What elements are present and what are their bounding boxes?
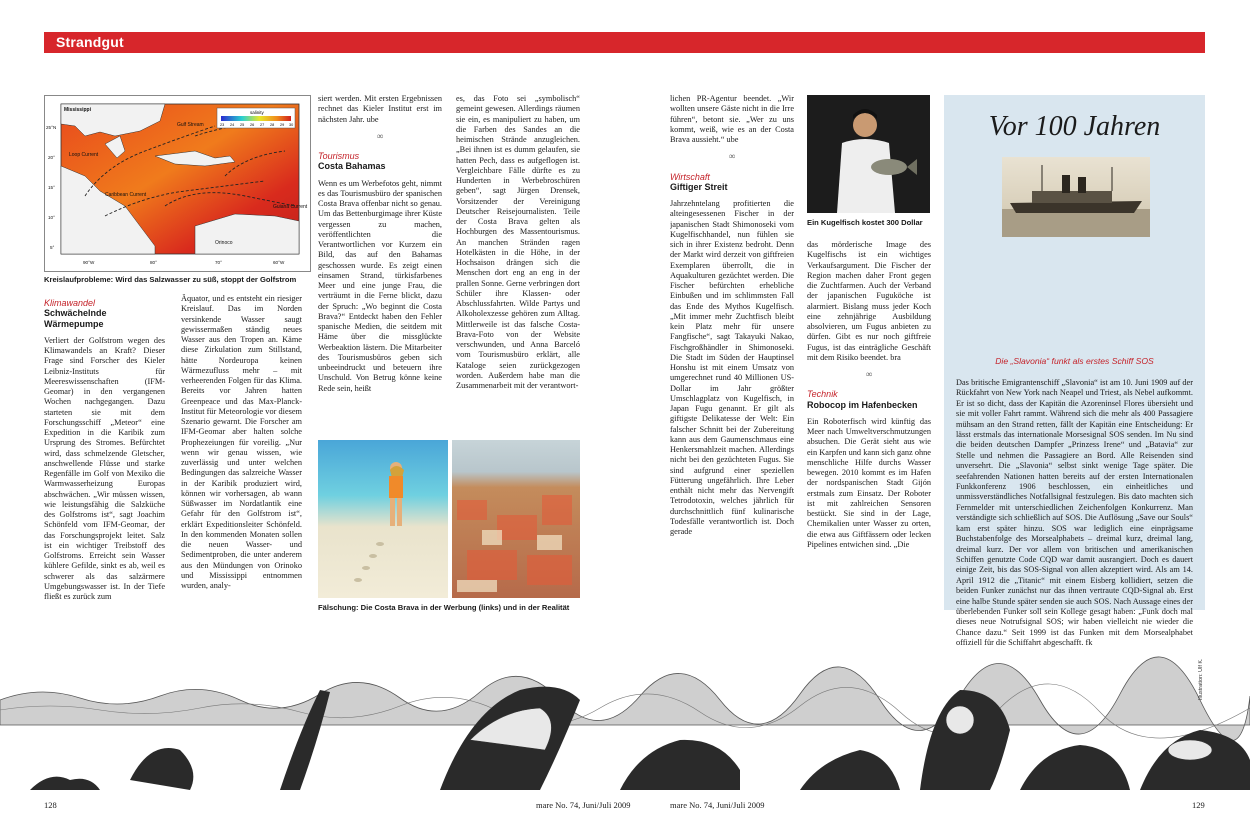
article-body: das mörderische Image des Kugelfischs ist ein wichtiges Verkaufsargument. Die Fischer der Region machen daher Front gegen die Zuchtfarmen. Auch der Verband der japanischen Fuguköche ist alarmiert. Bislang muss jeder Koch eine zehnjährige Ausbildung absolvieren, um Fugus anbieten zu dürfen. Gibt es nur noch giftfreie Fugus, ist das einträgliche Geschäft mit dem Risiko beendet. bra [807,240,931,362]
article-headline: Robocop im Hafenbecken [807,399,918,410]
lon-label: 90°W [83,260,95,265]
lon-label: 80° [150,260,157,265]
sea-creatures-illustration [0,630,1250,800]
map-current-label: Orinoco [215,240,233,246]
legend-tick: 29 [280,123,285,127]
article-kicker: Tourismus [318,151,360,161]
article-headline: Schwächelnde Wärmepumpe [44,308,107,329]
map-region-label: Mississippi [64,107,91,113]
history-sidebar [944,95,1205,648]
page-number-right: 129 [1192,800,1205,810]
legend-tick: 27 [260,123,265,127]
separator-icon: ∞ [376,130,384,141]
article-kicker: Wirtschaft [670,171,710,182]
sidebar-title: Vor 100 Jahren [988,111,1161,142]
map-current-label: Loop Current [69,152,99,158]
legend-tick: 23 [220,123,225,127]
legend-tick: 28 [270,123,275,127]
separator-icon: ∞ [728,151,736,162]
map-current-label: Guiana Current [273,204,308,210]
article-klimawandel-col2 [181,294,302,614]
legend-tick: 26 [250,123,255,127]
lat-label: 5° [50,245,55,250]
article-wirtschaft-col2 [807,240,931,614]
legend-title: salinity [250,110,264,115]
article-body: lichen PR-Agentur beendet. „Wir wollten unsere Gäste nicht in die Irre führen“, betont sie. „Wer zu uns kommt, weiß, wie es an der Costa Brava aussieht.“ ube [670,94,794,144]
steamship-icon [1002,157,1150,237]
chef-photo [807,95,930,213]
article-tourismus-col2 [456,94,580,434]
article-body: Wenn es um Werbefotos geht, nimmt es das Tourismusbüro der spanischen Costa Brava offenbar nicht so genau. Um das Bettenburgimage ihrer Küste vergessen zu machen, veröffentlichten die Verantwortlichen vor Kurzem ein Bild, das auf den Bahamas geschossen wurde. Es zeigt einen einsamen Strand, türkisfarbenes Meer und eine junge Frau, die verträumt in die Ferne blickt, dazu der Spruch: „Wo beginnt die Costa Brava?“ Entdeckt haben den Fehler spanische Medien, die seitdem mit Häme über die missglückte Werbeaktion lästern. Die Mitarbeiter des Tourismusbüros geben sich unbeeindruckt und beteuern ihre Unschuld. Von Betrug könne keine Rede sein, heißt [318,178,442,393]
chef-with-fish-icon [807,95,930,213]
separator-icon: ∞ [865,369,873,379]
lat-label: 20° [48,155,55,160]
legend-tick: 24 [230,123,235,127]
woman-on-beach-icon [318,440,448,598]
lat-label: 15° [48,185,55,190]
issue-line-right: mare No. 74, Juni/Juli 2009 [670,800,765,810]
sidebar-kicker: Die „Slavonia“ funkt als erstes Schiff SOS [995,356,1154,366]
lat-label: 25°N [46,125,57,130]
article-headline: Giftiger Streit [670,181,728,192]
legend-tick: 30 [289,123,294,127]
beach-photo-advert [318,440,448,598]
map-current-label: Gulf Stream [177,122,204,128]
sidebar-body: Das britische Emigrantenschiff „Slavonia“ ist am 10. Juni 1909 auf der Rückfahrt von New York nach Neapel und Triest, als Nebel aufkommt. Er ist so dicht, dass der Kapitän die Azoreninsel Flores übersieht und sie mit voller Fahrt rammt. Während sich die mehr als 400 Passagiere mühsam an den Strand retten, fällt der Kapitän eine Entscheidung: Er lässt erstmals das internationale Morsesignal SOS senden. Im Nu sind die beiden deutschen Dampfer „Prinzess Irene“ und „Batavia“ zur Stelle und nehmen die Passagiere an Bord. Alle Reisenden sind unversehrt. Die „Slavonia“ selbst sinkt wenige Tage später. Die seefahrenden Nationen hatten bereits auf der ersten Internationalen Funkkonferenz 1906 beschlossen, ein einheitliches und unmissverständliches Notfallsignal festzulegen. Bis dato machten sich Fernmelder mit unterschiedlichen Zeichenfolgen Konkurrenz. Man verständigte sich schließlich auf SOS. Die Auflösung „Save our Souls“ kam erst später hinzu. SOS war lediglich eine einprägsame Buchstabenfolge des Morsealphabets – dreimal kurz, dreimal lang, dreimal kurz. Der vor allem von britischen und amerikanischen Schiffen genutzte Code CQD war damit ausrangiert. Doch es dauert einige Zeit, bis das SOS-Signal von allen akzeptiert wird. Als am 14. April 1912 die „Titanic“ mit einem Eisberg kollidiert, setzen die beiden Funker zunächst nur das ihnen vertraute CQD-Signal ab. Erst eine halbe Stunde später senden sie auch SOS. Nach Aussage eines der überlebenden Funker soll sein Kollege gesagt haben: „Funk doch mal dieses neue Notrufsignal SOS; wir haben vielleicht nie wieder die Chance dazu.“ Seit 1999 ist das Funken mit dem Morsealphabet offiziell für die Schiffahrt abgeschafft. fk [956,378,1193,648]
article-body: Ein Roboterfisch wird künftig das Meer nach Umweltverschmutzungen absuchen. Die Gerät sieht aus wie ein Karpfen und kann sich ganz ohne menschliche Hilfe durchs Wasser bewegen. 2010 kommt es im Hafen der nordspanischen Stadt Gijón erstmals zum Einsatz. Der Roboter ist mit zahlreichen Sensoren bestückt. Sie sind in der Lage, Chemikalien unter Wasser zu orten, die etwa aus Giftfässern oder lecken Pipelines entwichen sind. „Die [807,416,931,549]
lon-label: 60°W [273,260,285,265]
salinity-map [44,95,311,272]
illustration-credit: Illustration: Ulf K. [1198,658,1204,700]
article-kicker: Klimawandel [44,298,96,308]
chef-caption: Ein Kugelfisch kostet 300 Dollar [807,218,923,227]
map-caption: Kreislaufprobleme: Wird das Salzwasser zu süß, stoppt der Golfstrom [44,275,297,284]
crowded-beach-photo [452,440,580,598]
section-banner [44,32,1205,53]
article-body: Äquator, und es entsteht ein riesiger Kreislauf. Das im Norden versinkende Wasser saugt gewissermaßen ständig neues Wasser aus den Tropen an. Käme diese Zirkulation zum Stillstand, hätte Nordeuropa keinen Wärmezufluss mehr – mit verheerenden Folgen für das Klima. Bereits vor Jahren hatten Greenpeace und das Max-Planck-Institut für Meteorologie vor diesem Szenario gewarnt. Die Forscher am IFM-Geomar aber halten solche Prophezeiungen für voreilig. „Nur wenn wir genau wissen, wie zuverlässig und unter welchen Bedingungen das salzreiche Wasser in der Karibik produziert wird, können wir vorhersagen, ab wann Süßwasser im Nordatlantik eine Gefahr für den Golfstrom ist“, erklärt Expeditionsleiter Schönfeld. In den kommenden Monaten sollen die neuen Wasser- und Sedimentproben, die unter anderem aus den Mündungen von Orinoko und Mississippi entnommen wurden, analy- [181,294,302,590]
article-kicker: Technik [807,389,838,400]
crowd-icon [452,440,580,598]
page-number-left: 128 [44,800,57,810]
article-wirtschaft-col1 [670,94,794,614]
map-current-label: Caribbean Current [105,192,147,198]
section-title: Strandgut [56,34,124,50]
article-klimawandel-col1 [44,294,165,614]
article-headline: Costa Bahamas [318,161,386,172]
lat-label: 10° [48,215,55,220]
legend-tick: 25 [240,123,245,127]
article-body: es, das Foto sei „symbolisch“ gemeint gewesen. Allerdings räumen sie ein, es manipuliert zu haben, um die Farben des Sandes an die heimischen Strände anzugleichen. „Bei ihnen ist es dumm gelaufen, sie hatten Pech, dass es aufgeflogen ist. Vergleichbare Fälle dürfte es zu Hunderten in Werbebroschüren geben“, sagt Jürgen Drensek, Vorsitzender der Vereinigung Deutscher Reisejournalisten. Teile der Costa Brava gelten als Hochburgen des Massentourismus. An manchen Stränden ragen Hotelkästen in die Höhe, in der Hochsaison drängen sich die Menschen dort eng an eng in der prallen Sonne. Gerne verbringen dort Schüler ihre Klassen- oder Abschlussfahrten. Wilde Partys und Alkoholexzesse gehören zum Alltag. Mittlerweile ist das falsche Costa-Brava-Foto von der Website verschwunden, und Anna Barceló vom Tourismusbüro erklärt, alle Kataloge seien zurückgezogen worden. Außerdem habe man die Zusammenarbeit mit der verantwort- [456,94,580,390]
map-svg [45,96,310,271]
article-body: siert werden. Mit ersten Ergebnissen rechnet das Kieler Institut erst im nächsten Jahr. ube [318,94,442,124]
beach-caption: Fälschung: Die Costa Brava in der Werbung (links) und in der Realität [318,603,570,612]
ship-photo [1002,157,1150,237]
article-body: Jahrzehntelang profitierten die alteingesessenen Fischer in der japanischen Stadt Shimonoseki vom Kugelfischhandel, nun fühlen sie sich in ihrer Existenz bedroht. Denn der Markt wird derzeit von giftfreien Exemplaren überrollt, die in Aquakulturen gezüchtet werden. Die Fischer befürchten erhebliche Einbußen und im schlimmsten Fall das Ende des Mythos Kugelfisch. „Mit immer mehr Zuchtfisch bleibt kein Platz mehr für unsere Fangfische“, sagt Takayuki Nakao, Fischgroßhändler in Shimonoseki. Die Stadt im Süden der Hauptinsel Honshu ist mit einem Umsatz von umgerechnet rund 40 Millionen US-Dollar im Jahr größter Umschlagplatz von Kugelfisch, in Japan Fugu genannt. Er gilt als giftigste Delikatesse der Welt: Ein falscher Schnitt bei der Zubereitung kann aus dem Gaumenschmaus eine Henkersmahlzeit machen. Allerdings nicht bei den gezüchteten Fugus. Sie sind aufgrund einer speziellen Fütterung ungefährlich. Ihre Leber enthält nicht mehr das Nervengift Tetrodotoxin, welches jährlich für durchschnittlich fünf kulinarische Todesfälle verantwortlich ist. Doch gerade [670,199,794,536]
issue-line-left: mare No. 74, Juni/Juli 2009 [536,800,631,810]
article-tourismus-col1 [318,94,442,434]
lon-label: 70° [215,260,222,265]
article-body: Verliert der Golfstrom wegen des Klimawandels an Kraft? Dieser Frage sind Forscher des Kieler Leibniz-Instituts für Meereswissenschaften (IFM-Geomar) in den vergangenen Wochen nachgegangen. Dazu starteten sie mit dem Forschungsschiff „Meteor“ eine Expedition in die Karibik zum Ursprung des Stromes. Befürchtet wird, dass schmelzende Gletscher, anschwellende Flüsse und starke Regenfälle im Golf von Mexiko die Warmwasserheizung Europas abschwächen. „Wir müssen wissen, wie leistungsfähig die Salzküche des Golfstroms ist“, sagt Joachim Schönfeld vom IFM-Geomar, der das Forschungsprojekt leitet. Salz ist ein wichtiger Treibstoff des Golfstroms. Erreicht sein Wasser kühlere Gefilde, sinkt es ab, weil es schwerer als das salzärmere Umgebungswasser ist. In der Tiefe fließt es zurück zum [44,335,165,601]
